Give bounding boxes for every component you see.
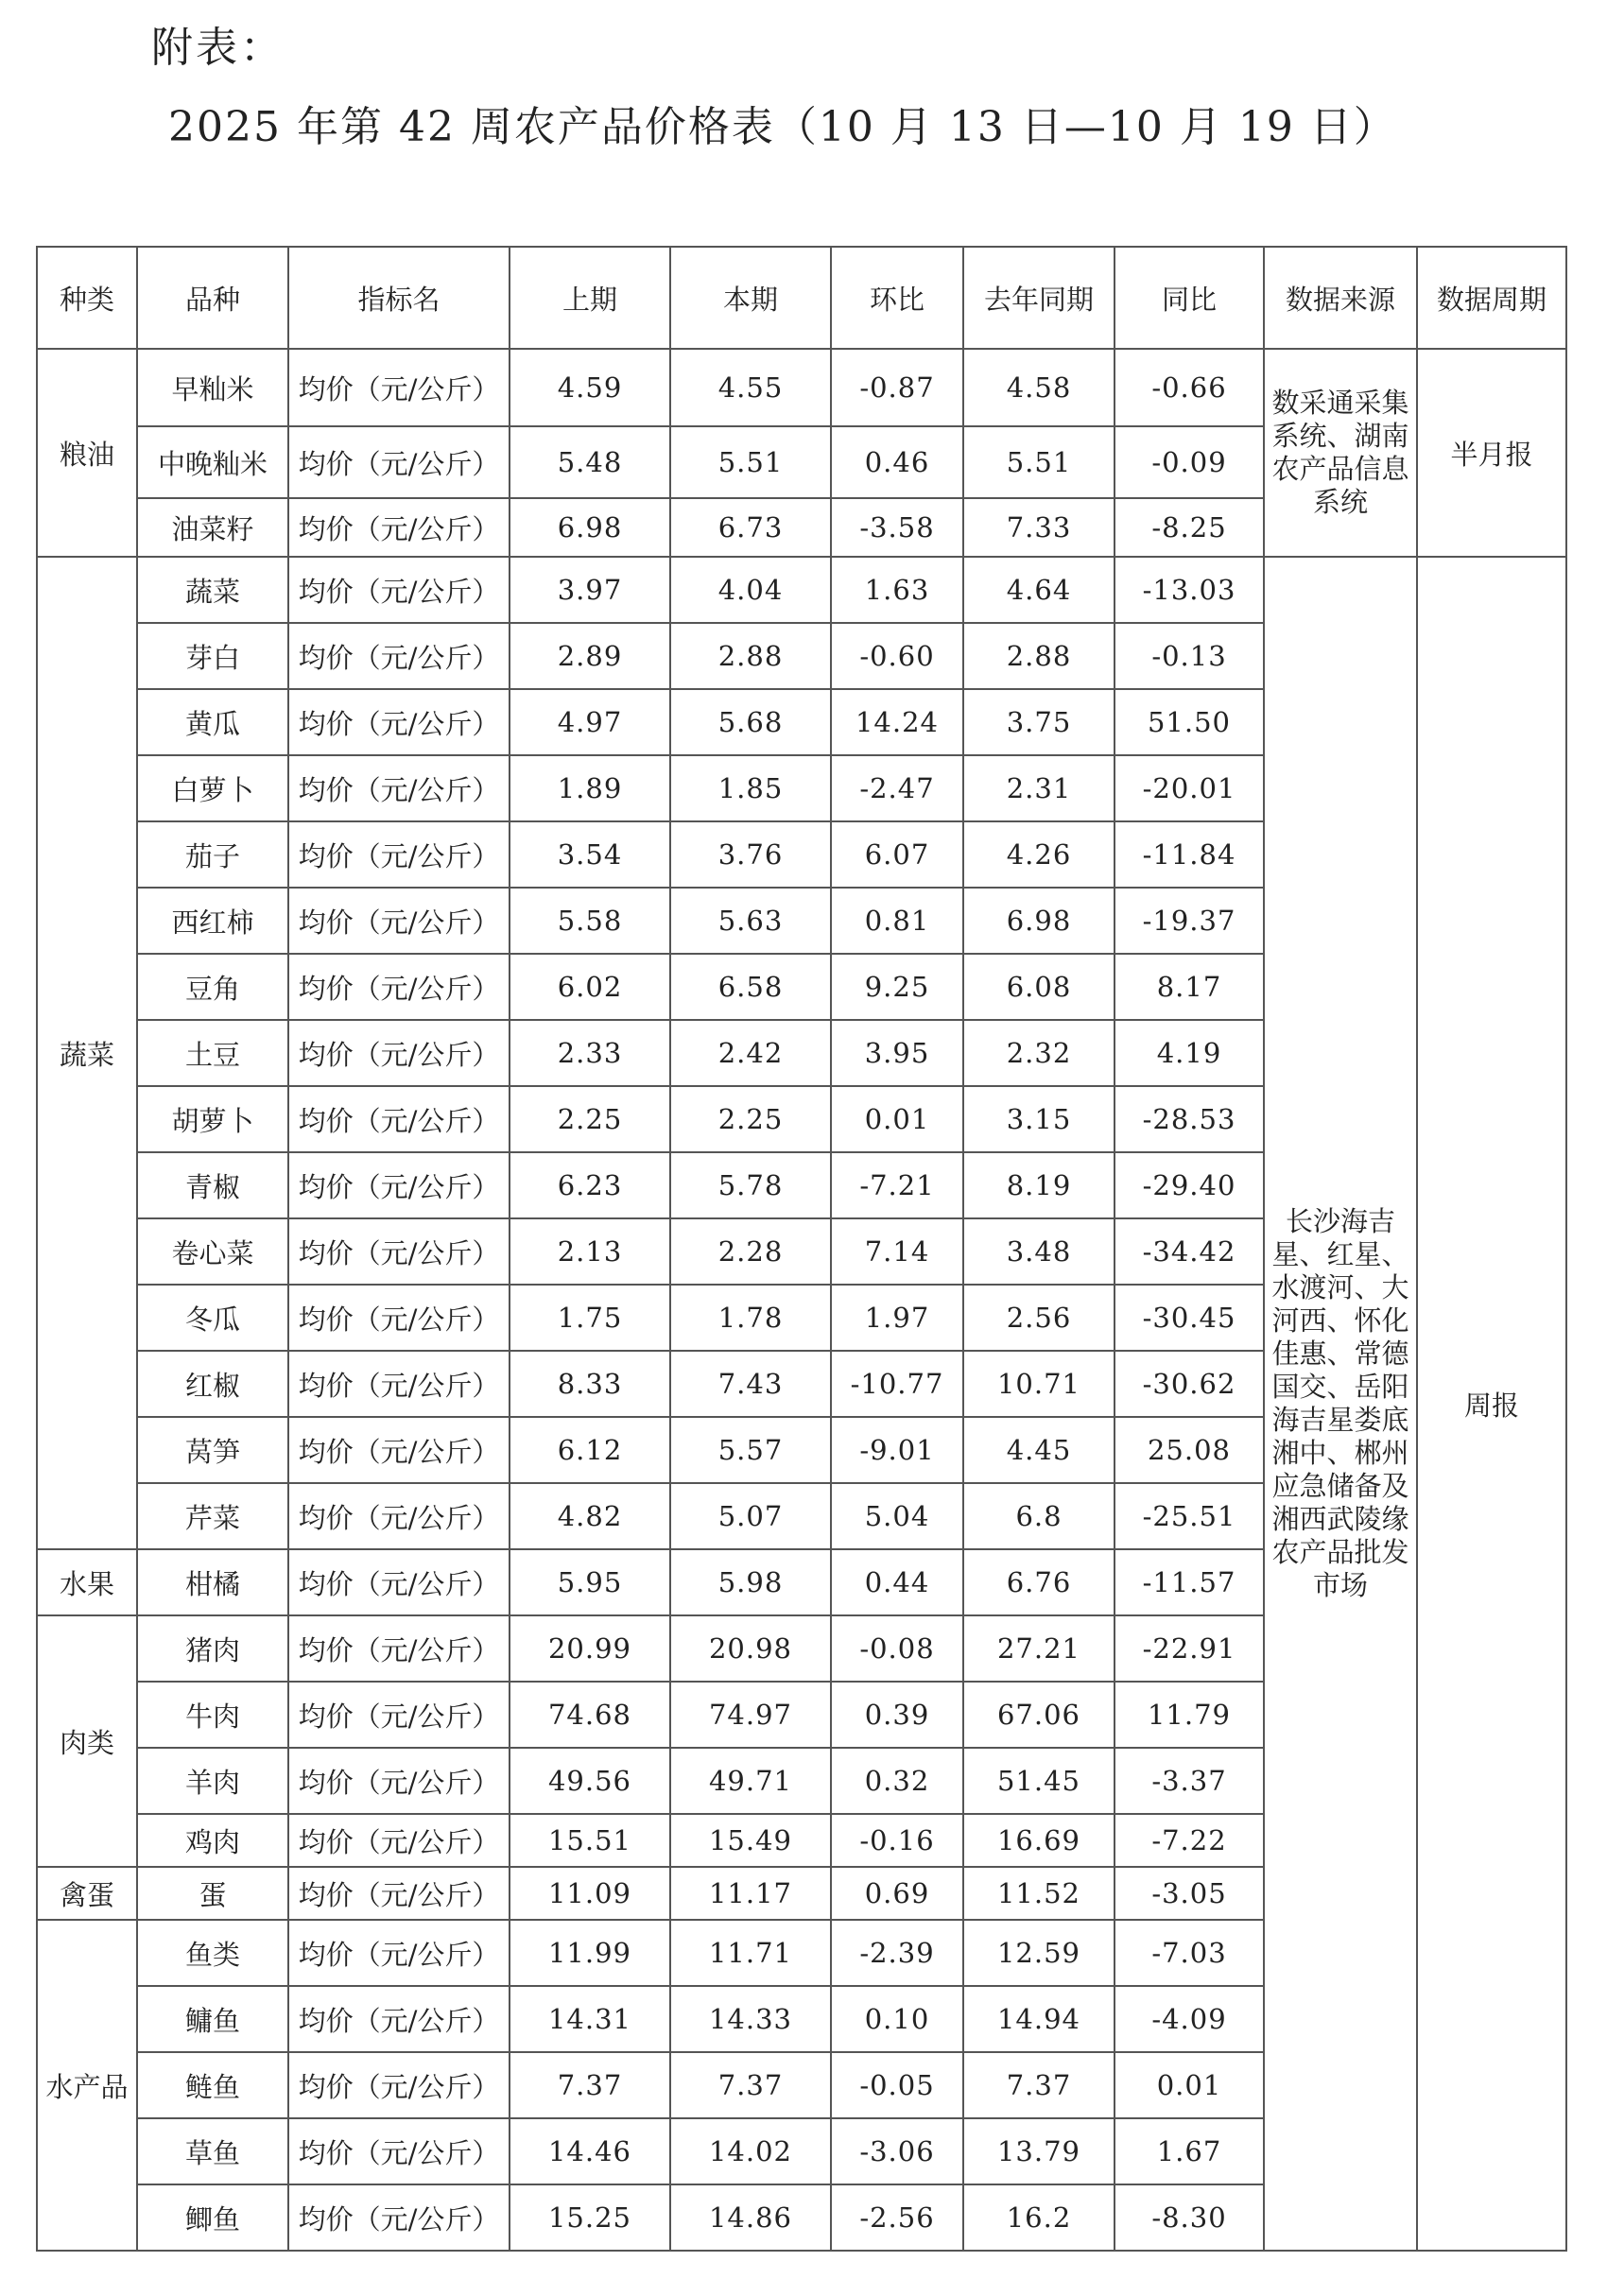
- mom-change-cell: 0.39: [831, 1682, 963, 1748]
- prev-period-cell: 2.13: [510, 1218, 670, 1285]
- indicator-cell: 均价（元/公斤）: [288, 1867, 510, 1920]
- item-cell: 鱼类: [137, 1920, 288, 1986]
- item-cell: 蛋: [137, 1867, 288, 1920]
- current-period-cell: 14.33: [670, 1986, 831, 2052]
- mom-change-cell: 0.44: [831, 1549, 963, 1615]
- indicator-cell: 均价（元/公斤）: [288, 888, 510, 954]
- mom-change-cell: -7.21: [831, 1152, 963, 1218]
- mom-change-cell: 7.14: [831, 1218, 963, 1285]
- yoy-change-cell: 11.79: [1115, 1682, 1264, 1748]
- last-year-cell: 2.32: [963, 1020, 1115, 1086]
- column-header: 环比: [831, 247, 963, 349]
- prev-period-cell: 15.51: [510, 1814, 670, 1867]
- prev-period-cell: 2.89: [510, 623, 670, 689]
- last-year-cell: 2.31: [963, 755, 1115, 821]
- mom-change-cell: -9.01: [831, 1417, 963, 1483]
- item-cell: 芹菜: [137, 1483, 288, 1549]
- current-period-cell: 4.55: [670, 349, 831, 426]
- last-year-cell: 6.8: [963, 1483, 1115, 1549]
- yoy-change-cell: 4.19: [1115, 1020, 1264, 1086]
- indicator-cell: 均价（元/公斤）: [288, 1483, 510, 1549]
- mom-change-cell: -0.87: [831, 349, 963, 426]
- yoy-change-cell: 0.01: [1115, 2052, 1264, 2118]
- last-year-cell: 67.06: [963, 1682, 1115, 1748]
- item-cell: 鸡肉: [137, 1814, 288, 1867]
- mom-change-cell: -0.08: [831, 1615, 963, 1682]
- category-cell: 粮油: [37, 349, 137, 557]
- yoy-change-cell: -28.53: [1115, 1086, 1264, 1152]
- item-cell: 芽白: [137, 623, 288, 689]
- last-year-cell: 4.64: [963, 557, 1115, 623]
- yoy-change-cell: -8.25: [1115, 498, 1264, 557]
- mom-change-cell: 0.81: [831, 888, 963, 954]
- mom-change-cell: -2.39: [831, 1920, 963, 1986]
- column-header: 本期: [670, 247, 831, 349]
- yoy-change-cell: 8.17: [1115, 954, 1264, 1020]
- indicator-cell: 均价（元/公斤）: [288, 498, 510, 557]
- item-cell: 青椒: [137, 1152, 288, 1218]
- item-cell: 胡萝卜: [137, 1086, 288, 1152]
- data-period-cell: 半月报: [1417, 349, 1566, 557]
- price-table: [36, 246, 1567, 2252]
- prev-period-cell: 1.75: [510, 1285, 670, 1351]
- column-header: 数据来源: [1264, 247, 1417, 349]
- prev-period-cell: 5.58: [510, 888, 670, 954]
- indicator-cell: 均价（元/公斤）: [288, 1682, 510, 1748]
- prev-period-cell: 4.59: [510, 349, 670, 426]
- item-cell: 草鱼: [137, 2118, 288, 2184]
- current-period-cell: 5.68: [670, 689, 831, 755]
- yoy-change-cell: -7.03: [1115, 1920, 1264, 1986]
- mom-change-cell: -0.16: [831, 1814, 963, 1867]
- last-year-cell: 51.45: [963, 1748, 1115, 1814]
- table-row: [37, 557, 1566, 623]
- item-cell: 冬瓜: [137, 1285, 288, 1351]
- indicator-cell: 均价（元/公斤）: [288, 1986, 510, 2052]
- category-cell: 水产品: [37, 1920, 137, 2251]
- yoy-change-cell: -11.57: [1115, 1549, 1264, 1615]
- current-period-cell: 49.71: [670, 1748, 831, 1814]
- yoy-change-cell: -11.84: [1115, 821, 1264, 888]
- item-cell: 中晚籼米: [137, 426, 288, 498]
- yoy-change-cell: -30.45: [1115, 1285, 1264, 1351]
- mom-change-cell: 6.07: [831, 821, 963, 888]
- indicator-cell: 均价（元/公斤）: [288, 1814, 510, 1867]
- current-period-cell: 3.76: [670, 821, 831, 888]
- mom-change-cell: 0.10: [831, 1986, 963, 2052]
- current-period-cell: 5.51: [670, 426, 831, 498]
- current-period-cell: 14.86: [670, 2184, 831, 2251]
- current-period-cell: 2.28: [670, 1218, 831, 1285]
- yoy-change-cell: -19.37: [1115, 888, 1264, 954]
- mom-change-cell: 0.01: [831, 1086, 963, 1152]
- current-period-cell: 2.88: [670, 623, 831, 689]
- mom-change-cell: 5.04: [831, 1483, 963, 1549]
- indicator-cell: 均价（元/公斤）: [288, 1020, 510, 1086]
- last-year-cell: 4.45: [963, 1417, 1115, 1483]
- prev-period-cell: 4.97: [510, 689, 670, 755]
- prev-period-cell: 5.48: [510, 426, 670, 498]
- current-period-cell: 7.37: [670, 2052, 831, 2118]
- current-period-cell: 11.17: [670, 1867, 831, 1920]
- prev-period-cell: 2.33: [510, 1020, 670, 1086]
- mom-change-cell: 9.25: [831, 954, 963, 1020]
- item-cell: 土豆: [137, 1020, 288, 1086]
- prev-period-cell: 6.12: [510, 1417, 670, 1483]
- data-source-cell: 长沙海吉星、红星、水渡河、大河西、怀化佳惠、常德国交、岳阳海吉星娄底湘中、郴州应急储备及湘西武陵缘农产品批发市场: [1264, 557, 1417, 2251]
- prev-period-cell: 20.99: [510, 1615, 670, 1682]
- prev-period-cell: 11.09: [510, 1867, 670, 1920]
- last-year-cell: 2.88: [963, 623, 1115, 689]
- yoy-change-cell: -7.22: [1115, 1814, 1264, 1867]
- mom-change-cell: 14.24: [831, 689, 963, 755]
- prev-period-cell: 6.02: [510, 954, 670, 1020]
- prev-period-cell: 6.98: [510, 498, 670, 557]
- indicator-cell: 均价（元/公斤）: [288, 821, 510, 888]
- item-cell: 卷心菜: [137, 1218, 288, 1285]
- indicator-cell: 均价（元/公斤）: [288, 1285, 510, 1351]
- yoy-change-cell: -3.37: [1115, 1748, 1264, 1814]
- indicator-cell: 均价（元/公斤）: [288, 1152, 510, 1218]
- last-year-cell: 3.15: [963, 1086, 1115, 1152]
- prev-period-cell: 74.68: [510, 1682, 670, 1748]
- current-period-cell: 20.98: [670, 1615, 831, 1682]
- mom-change-cell: -0.05: [831, 2052, 963, 2118]
- yoy-change-cell: -25.51: [1115, 1483, 1264, 1549]
- yoy-change-cell: -8.30: [1115, 2184, 1264, 2251]
- last-year-cell: 4.58: [963, 349, 1115, 426]
- item-cell: 西红柿: [137, 888, 288, 954]
- last-year-cell: 7.37: [963, 2052, 1115, 2118]
- item-cell: 鲢鱼: [137, 2052, 288, 2118]
- indicator-cell: 均价（元/公斤）: [288, 1086, 510, 1152]
- indicator-cell: 均价（元/公斤）: [288, 1417, 510, 1483]
- current-period-cell: 6.58: [670, 954, 831, 1020]
- yoy-change-cell: -0.66: [1115, 349, 1264, 426]
- last-year-cell: 7.33: [963, 498, 1115, 557]
- data-period-cell: 周报: [1417, 557, 1566, 2251]
- table-row: [37, 349, 1566, 426]
- current-period-cell: 5.78: [670, 1152, 831, 1218]
- mom-change-cell: 3.95: [831, 1020, 963, 1086]
- mom-change-cell: 0.69: [831, 1867, 963, 1920]
- indicator-cell: 均价（元/公斤）: [288, 1218, 510, 1285]
- item-cell: 猪肉: [137, 1615, 288, 1682]
- item-cell: 红椒: [137, 1351, 288, 1417]
- indicator-cell: 均价（元/公斤）: [288, 1549, 510, 1615]
- column-header: 上期: [510, 247, 670, 349]
- prev-period-cell: 5.95: [510, 1549, 670, 1615]
- last-year-cell: 8.19: [963, 1152, 1115, 1218]
- yoy-change-cell: -3.05: [1115, 1867, 1264, 1920]
- indicator-cell: 均价（元/公斤）: [288, 426, 510, 498]
- last-year-cell: 6.98: [963, 888, 1115, 954]
- current-period-cell: 1.78: [670, 1285, 831, 1351]
- indicator-cell: 均价（元/公斤）: [288, 954, 510, 1020]
- indicator-cell: 均价（元/公斤）: [288, 2052, 510, 2118]
- last-year-cell: 12.59: [963, 1920, 1115, 1986]
- mom-change-cell: -2.56: [831, 2184, 963, 2251]
- last-year-cell: 16.69: [963, 1814, 1115, 1867]
- indicator-cell: 均价（元/公斤）: [288, 1351, 510, 1417]
- indicator-cell: 均价（元/公斤）: [288, 1615, 510, 1682]
- last-year-cell: 16.2: [963, 2184, 1115, 2251]
- current-period-cell: 74.97: [670, 1682, 831, 1748]
- last-year-cell: 13.79: [963, 2118, 1115, 2184]
- prev-period-cell: 6.23: [510, 1152, 670, 1218]
- yoy-change-cell: 1.67: [1115, 2118, 1264, 2184]
- item-cell: 羊肉: [137, 1748, 288, 1814]
- indicator-cell: 均价（元/公斤）: [288, 1920, 510, 1986]
- item-cell: 豆角: [137, 954, 288, 1020]
- current-period-cell: 7.43: [670, 1351, 831, 1417]
- mom-change-cell: -2.47: [831, 755, 963, 821]
- yoy-change-cell: -29.40: [1115, 1152, 1264, 1218]
- indicator-cell: 均价（元/公斤）: [288, 2118, 510, 2184]
- indicator-cell: 均价（元/公斤）: [288, 557, 510, 623]
- table-header-row: [37, 247, 1566, 349]
- last-year-cell: 3.75: [963, 689, 1115, 755]
- prev-period-cell: 14.31: [510, 1986, 670, 2052]
- mom-change-cell: -0.60: [831, 623, 963, 689]
- current-period-cell: 2.25: [670, 1086, 831, 1152]
- item-cell: 鲫鱼: [137, 2184, 288, 2251]
- prev-period-cell: 15.25: [510, 2184, 670, 2251]
- yoy-change-cell: 51.50: [1115, 689, 1264, 755]
- last-year-cell: 2.56: [963, 1285, 1115, 1351]
- current-period-cell: 4.04: [670, 557, 831, 623]
- current-period-cell: 15.49: [670, 1814, 831, 1867]
- last-year-cell: 10.71: [963, 1351, 1115, 1417]
- prev-period-cell: 8.33: [510, 1351, 670, 1417]
- mom-change-cell: -3.58: [831, 498, 963, 557]
- item-cell: 白萝卜: [137, 755, 288, 821]
- mom-change-cell: -10.77: [831, 1351, 963, 1417]
- item-cell: 鳙鱼: [137, 1986, 288, 2052]
- indicator-cell: 均价（元/公斤）: [288, 689, 510, 755]
- last-year-cell: 3.48: [963, 1218, 1115, 1285]
- yoy-change-cell: -22.91: [1115, 1615, 1264, 1682]
- column-header: 数据周期: [1417, 247, 1566, 349]
- mom-change-cell: 0.46: [831, 426, 963, 498]
- item-cell: 黄瓜: [137, 689, 288, 755]
- prev-period-cell: 14.46: [510, 2118, 670, 2184]
- yoy-change-cell: -0.13: [1115, 623, 1264, 689]
- prev-period-cell: 2.25: [510, 1086, 670, 1152]
- last-year-cell: 27.21: [963, 1615, 1115, 1682]
- item-cell: 蔬菜: [137, 557, 288, 623]
- last-year-cell: 4.26: [963, 821, 1115, 888]
- last-year-cell: 14.94: [963, 1986, 1115, 2052]
- current-period-cell: 5.07: [670, 1483, 831, 1549]
- last-year-cell: 6.08: [963, 954, 1115, 1020]
- category-cell: 肉类: [37, 1615, 137, 1867]
- yoy-change-cell: -0.09: [1115, 426, 1264, 498]
- indicator-cell: 均价（元/公斤）: [288, 623, 510, 689]
- prev-period-cell: 4.82: [510, 1483, 670, 1549]
- current-period-cell: 1.85: [670, 755, 831, 821]
- current-period-cell: 6.73: [670, 498, 831, 557]
- indicator-cell: 均价（元/公斤）: [288, 349, 510, 426]
- column-header: 去年同期: [963, 247, 1115, 349]
- current-period-cell: 5.57: [670, 1417, 831, 1483]
- current-period-cell: 5.98: [670, 1549, 831, 1615]
- prev-period-cell: 1.89: [510, 755, 670, 821]
- item-cell: 牛肉: [137, 1682, 288, 1748]
- yoy-change-cell: -13.03: [1115, 557, 1264, 623]
- page-title: 2025 年第 42 周农产品价格表（10 月 13 日—10 月 19 日）: [168, 103, 1397, 151]
- mom-change-cell: -3.06: [831, 2118, 963, 2184]
- indicator-cell: 均价（元/公斤）: [288, 755, 510, 821]
- last-year-cell: 11.52: [963, 1867, 1115, 1920]
- current-period-cell: 11.71: [670, 1920, 831, 1986]
- column-header: 种类: [37, 247, 137, 349]
- last-year-cell: 5.51: [963, 426, 1115, 498]
- yoy-change-cell: -20.01: [1115, 755, 1264, 821]
- category-cell: 禽蛋: [37, 1867, 137, 1920]
- prev-period-cell: 7.37: [510, 2052, 670, 2118]
- item-cell: 早籼米: [137, 349, 288, 426]
- mom-change-cell: 1.97: [831, 1285, 963, 1351]
- prev-period-cell: 3.97: [510, 557, 670, 623]
- yoy-change-cell: -4.09: [1115, 1986, 1264, 2052]
- indicator-cell: 均价（元/公斤）: [288, 1748, 510, 1814]
- attachment-label: 附表：: [151, 24, 285, 72]
- prev-period-cell: 3.54: [510, 821, 670, 888]
- yoy-change-cell: -30.62: [1115, 1351, 1264, 1417]
- category-cell: 蔬菜: [37, 557, 137, 1549]
- data-source-cell: 数采通采集系统、湖南农产品信息系统: [1264, 349, 1417, 557]
- current-period-cell: 14.02: [670, 2118, 831, 2184]
- current-period-cell: 5.63: [670, 888, 831, 954]
- column-header: 同比: [1115, 247, 1264, 349]
- column-header: 品种: [137, 247, 288, 349]
- current-period-cell: 2.42: [670, 1020, 831, 1086]
- indicator-cell: 均价（元/公斤）: [288, 2184, 510, 2251]
- item-cell: 柑橘: [137, 1549, 288, 1615]
- category-cell: 水果: [37, 1549, 137, 1615]
- item-cell: 莴笋: [137, 1417, 288, 1483]
- prev-period-cell: 11.99: [510, 1920, 670, 1986]
- yoy-change-cell: -34.42: [1115, 1218, 1264, 1285]
- yoy-change-cell: 25.08: [1115, 1417, 1264, 1483]
- mom-change-cell: 0.32: [831, 1748, 963, 1814]
- item-cell: 茄子: [137, 821, 288, 888]
- column-header: 指标名: [288, 247, 510, 349]
- mom-change-cell: 1.63: [831, 557, 963, 623]
- last-year-cell: 6.76: [963, 1549, 1115, 1615]
- item-cell: 油菜籽: [137, 498, 288, 557]
- table-body: [37, 349, 1566, 2251]
- prev-period-cell: 49.56: [510, 1748, 670, 1814]
